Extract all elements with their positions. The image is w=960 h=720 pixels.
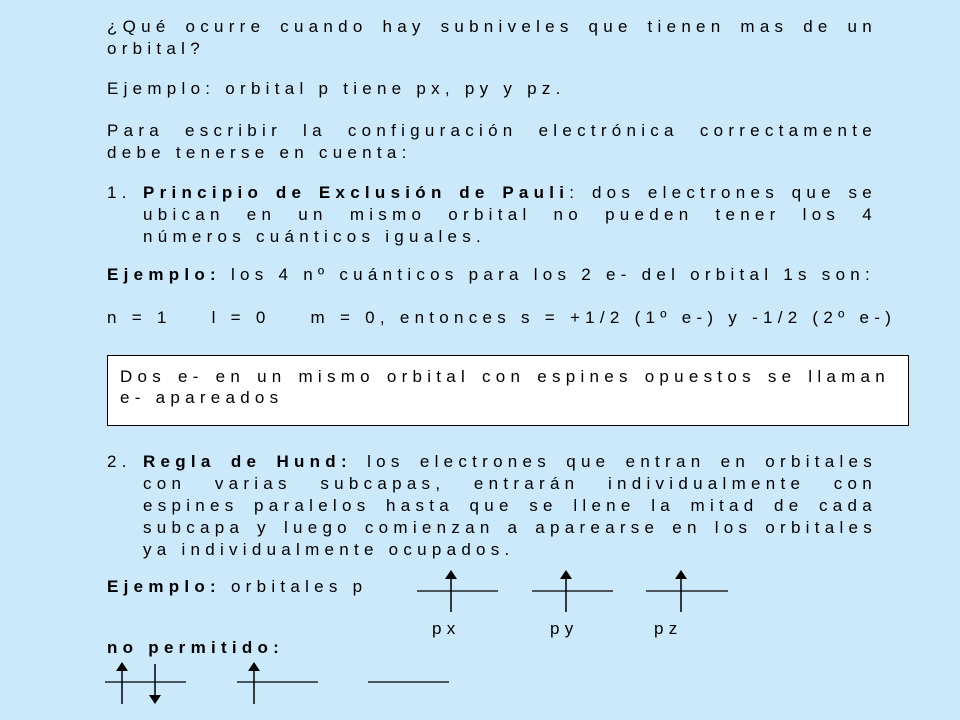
hund-line-5: ya individualmente ocupados.: [143, 540, 515, 559]
not-allowed-label: no permitido:: [107, 638, 285, 657]
hund-line-3: espines paralelos hasta que se llene la mitad de cada: [143, 496, 877, 515]
intro-line-1: Para escribir la configuración electrónica correctamente: [107, 121, 877, 140]
hund-line-1-rest: los electrones que entran en orbitales: [351, 452, 877, 471]
question-line-1: ¿Qué ocurre cuando hay subniveles que tienen mas de un: [107, 17, 877, 36]
example-orbital-p: Ejemplo: orbital p tiene px, py y pz.: [107, 79, 566, 98]
example-label-2: Ejemplo:: [107, 577, 221, 596]
orbital-pz: [646, 570, 728, 612]
box-line-1: Dos e- en un mismo orbital con espines opuestos se llaman: [120, 367, 890, 386]
pauli-title: Principio de Exclusión de Pauli: [143, 183, 570, 202]
hund-line-2: con varias subcapas, entrarán individualmente con: [143, 474, 877, 493]
question-line-2: orbital?: [107, 39, 205, 58]
pauli-line-3: números cuánticos iguales.: [143, 227, 487, 246]
intro-line-2: debe tenerse en cuenta:: [107, 143, 412, 162]
orbital-label-pz: pz: [654, 619, 683, 638]
hund-title: Regla de Hund:: [143, 452, 352, 471]
pauli-line-1-rest: : dos electrones que se: [569, 183, 877, 202]
example-label: Ejemplo:: [107, 265, 221, 284]
quantum-numbers-line: n = 1 l = 0 m = 0, entonces s = +1/2 (1º e-) y -1/2 (2º e-): [107, 308, 897, 327]
hund-number: 2.: [107, 452, 132, 471]
hund-line-4: subcapa y luego comienzan a aparearse en los orbitales: [143, 518, 877, 537]
pauli-number: 1.: [107, 183, 132, 202]
orbital-paired: [105, 662, 186, 704]
orbital-px: [417, 570, 498, 612]
orbital-label-px: px: [432, 619, 461, 638]
orbital-single: [237, 662, 318, 704]
example-text-2: orbitales p: [220, 577, 368, 596]
box-line-2: e- apareados: [120, 388, 284, 407]
orbital-py: [532, 570, 613, 612]
pauli-line-2: ubican en un mismo orbital no pueden tener los 4: [143, 205, 877, 224]
orbital-label-py: py: [550, 619, 579, 638]
example-text: los 4 nº cuánticos para los 2 e- del orbital 1s son:: [220, 265, 876, 284]
